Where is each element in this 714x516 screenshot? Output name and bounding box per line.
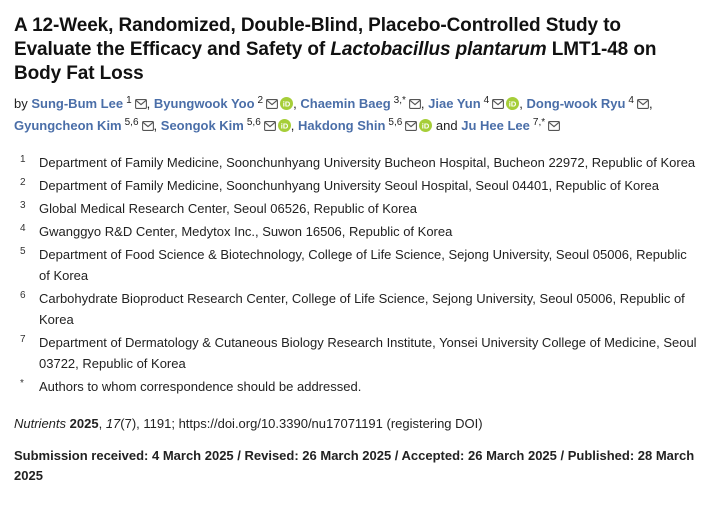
orcid-icon[interactable] <box>506 96 519 116</box>
author-separator: , <box>519 96 523 111</box>
affiliation-number: 2 <box>20 177 26 188</box>
affiliation-text: Department of Family Medicine, Soonchunhyang University Seoul Hospital, Seoul 04401, Republic of Korea <box>39 178 660 193</box>
by-label: by <box>14 96 28 111</box>
affiliation-number: 1 <box>20 154 26 165</box>
svg-text:iD: iD <box>508 99 517 109</box>
citation-journal: Nutrients <box>14 416 67 431</box>
envelope-icon[interactable] <box>405 117 417 137</box>
svg-text:iD: iD <box>422 121 430 131</box>
author-affiliation-ref: 5,6 <box>388 116 403 128</box>
author-separator: and <box>432 118 458 133</box>
article-title <box>14 14 700 86</box>
title-species: Lactobacillus plantarum <box>330 39 547 60</box>
author-separator: , <box>290 118 295 133</box>
affiliation-item <box>14 198 700 219</box>
affiliation-item <box>14 288 700 330</box>
author-affiliation-ref: 5,6 <box>246 116 261 128</box>
author-link[interactable]: Gyungcheon Kim <box>14 118 122 133</box>
envelope-icon[interactable] <box>548 117 560 137</box>
affiliation-text: Gwanggyo R&D Center, Medytox Inc., Suwon 16506, Republic of Korea <box>39 224 453 239</box>
envelope-icon[interactable] <box>266 95 278 115</box>
envelope-icon[interactable] <box>637 95 649 115</box>
affiliation-text: Department of Food Science & Biotechnology, College of Life Science, Sejong University, Seoul 05006, Republic of Korea <box>39 247 687 283</box>
envelope-icon[interactable] <box>264 117 276 137</box>
author-separator: , <box>153 118 158 133</box>
orcid-icon[interactable] <box>280 96 293 116</box>
author-link[interactable]: Ju Hee Lee <box>461 118 530 133</box>
author-affiliation-ref: 4 <box>483 94 490 106</box>
affiliation-number: 3 <box>20 200 26 211</box>
author-separator: , <box>146 96 151 111</box>
orcid-icon[interactable] <box>278 118 291 138</box>
svg-text:iD: iD <box>280 121 289 131</box>
citation-volume: 17 <box>105 416 121 431</box>
title-part-2: LMT1-48 on Body Fat Loss <box>14 39 657 84</box>
citation-year: 2025 <box>69 416 99 431</box>
citation-rest[interactable]: (7), 1191; https://doi.org/10.3390/nu17071191 (registering DOI) <box>120 416 483 431</box>
affiliation-number: 7 <box>20 334 26 345</box>
affiliation-item <box>14 244 700 286</box>
author-link[interactable]: Byungwook Yoo <box>153 96 255 111</box>
publication-dates: Submission received: 4 March 2025 / Revised: 26 March 2025 / Accepted: 26 March 2025 / Published: 28 March 2025 <box>14 448 695 483</box>
author-separator: , <box>293 96 297 111</box>
affiliation-text: Global Medical Research Center, Seoul 06526, Republic of Korea <box>39 201 417 216</box>
title-part-1: A 12-Week, Randomized, Double-Blind, Placebo-Controlled Study to Evaluate the Efficacy and Safety of <box>14 15 621 60</box>
affiliation-number: 4 <box>20 223 26 234</box>
svg-text:iD: iD <box>282 99 291 109</box>
author-separator: , <box>420 96 425 111</box>
affiliation-item <box>14 376 700 397</box>
author-link[interactable]: Dong-wook Ryu <box>526 96 626 111</box>
author-link[interactable]: Jiae Yun <box>428 96 481 111</box>
author-affiliation-ref: 3,* <box>393 94 406 106</box>
envelope-icon[interactable] <box>492 95 504 115</box>
author-list <box>14 94 700 138</box>
affiliation-item <box>14 221 700 242</box>
affiliation-text: Carbohydrate Bioproduct Research Center, College of Life Science, Sejong University, Seoul 05006, Republic of Korea <box>39 291 685 327</box>
orcid-icon[interactable] <box>419 118 432 138</box>
author-affiliation-ref: 4 <box>628 94 634 106</box>
affiliation-number: 6 <box>20 290 26 301</box>
author-affiliation-ref: 2 <box>257 94 264 106</box>
affiliation-number: * <box>20 378 24 389</box>
author-affiliation-ref: 7,* <box>532 116 546 128</box>
affiliation-text: Authors to whom correspondence should be addressed. <box>39 379 362 394</box>
author-link[interactable]: Chaemin Baeg <box>300 96 391 111</box>
author-link[interactable]: Seongok Kim <box>160 118 244 133</box>
author-link[interactable]: Hakdong Shin <box>298 118 386 133</box>
envelope-icon[interactable] <box>135 95 147 115</box>
affiliation-item <box>14 175 700 196</box>
citation: Nutrients 2025, 17(7), 1191; https://doi.org/10.3390/nu17071191 (registering DOI) <box>14 416 483 431</box>
affiliation-text: Department of Family Medicine, Soonchunhyang University Bucheon Hospital, Bucheon 22972, Republic of Korea <box>39 155 696 170</box>
affiliation-item <box>14 152 700 173</box>
envelope-icon[interactable] <box>142 117 154 137</box>
author-link[interactable]: Sung-Bum Lee <box>31 96 124 111</box>
affiliation-text: Department of Dermatology & Cutaneous Biology Research Institute, Yonsei University College of Medicine, Seoul 03722, Republic of Korea <box>39 335 697 371</box>
envelope-icon[interactable] <box>409 95 421 115</box>
author-affiliation-ref: 1 <box>126 94 132 106</box>
affiliation-item <box>14 332 700 374</box>
affiliation-list <box>14 152 700 397</box>
affiliation-number: 5 <box>20 246 26 257</box>
author-affiliation-ref: 5,6 <box>124 116 139 128</box>
author-separator: , <box>648 96 653 111</box>
